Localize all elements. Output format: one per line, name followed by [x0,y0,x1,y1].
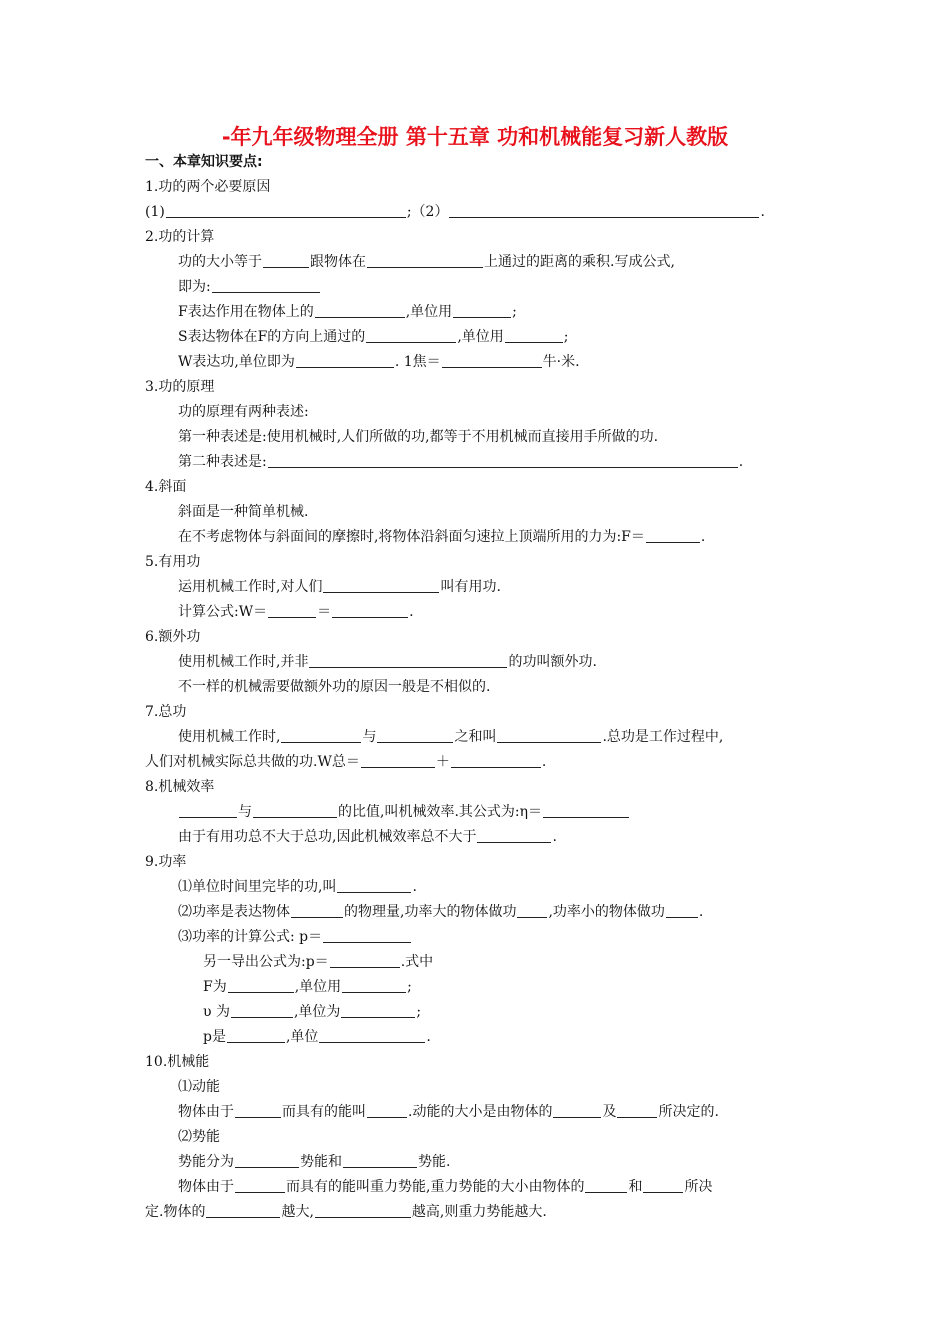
line-text: 在不考虑物体与斜面间的摩擦时,将物体沿斜面匀速拉上顶端所用的力为:F＝ [178,529,645,545]
fill-in-blank[interactable] [341,1003,415,1018]
text-line [178,903,703,921]
text-line [178,603,414,621]
fill-in-blank[interactable] [477,828,551,843]
line-text: 叫有用功. [440,579,501,595]
fill-in-blank[interactable] [517,903,547,918]
text-line [145,228,214,246]
line-text: 第二种表述是: [178,454,267,470]
line-text: ⑶功率的计算公式: p＝ [178,929,323,945]
line-text: ; [512,304,517,320]
text-line [178,353,580,371]
line-text: 所决定的. [658,1104,719,1120]
fill-in-blank[interactable] [553,1103,601,1118]
line-text: ,单位用 [294,979,342,995]
fill-in-blank[interactable] [315,1203,411,1218]
fill-in-blank[interactable] [263,253,309,268]
line-text: 2.功的计算 [145,229,215,245]
line-text: 物体由于 [178,1104,234,1120]
line-text: 人们对机械实际总共做的功.W总＝ [145,754,360,770]
text-line [178,428,658,446]
fill-in-blank[interactable] [666,903,698,918]
text-line [145,703,186,721]
line-text: ⑵功率是表达物体 [178,904,290,920]
fill-in-blank[interactable] [361,753,435,768]
line-text: . [412,879,417,895]
fill-in-blank[interactable] [319,1028,425,1043]
line-text: ; [563,329,569,345]
fill-in-blank[interactable] [179,803,237,818]
text-line [178,928,412,946]
line-text: 的物理量,功率大的物体做功 [344,904,517,920]
text-line [145,1203,547,1221]
line-text: ⑴动能 [178,1079,220,1095]
text-line [178,328,568,346]
line-text: 的功叫额外功. [508,654,597,670]
line-text: 4.斜面 [145,479,187,495]
line-text: 使用机械工作时, [178,729,281,745]
fill-in-blank[interactable] [281,728,361,743]
fill-in-blank[interactable] [323,578,439,593]
line-text: ＝ [317,604,332,620]
fill-in-blank[interactable] [337,878,411,893]
line-text: W表达功,单位即为 [178,354,295,370]
text-line [178,653,597,671]
text-line [178,1078,220,1096]
fill-in-blank[interactable] [442,353,542,368]
line-text: . 1焦＝ [394,354,441,370]
line-text: ,单位 [285,1029,319,1045]
line-text: 牛·米. [542,354,580,370]
text-line [203,1028,431,1046]
text-line [145,178,270,196]
line-text: 3.功的原理 [145,379,215,395]
line-text: 与 [362,729,377,745]
fill-in-blank[interactable] [332,603,408,618]
fill-in-blank[interactable] [235,1153,299,1168]
line-text: ＋ [435,754,450,770]
text-line [178,403,309,421]
line-text: 功的原理有两种表述: [178,404,309,420]
fill-in-blank[interactable] [367,253,483,268]
line-text: 跟物体在 [310,254,366,270]
text-line [145,203,765,221]
line-text: ,单位用 [405,304,453,320]
line-text: .总功是工作过程中, [602,729,724,745]
line-text: 势能. [418,1154,451,1170]
text-line [178,1153,450,1171]
section-heading: 一、本章知识要点: [145,154,263,170]
line-text: 功的大小等于 [178,254,262,270]
line-text: υ 为 [203,1004,230,1020]
line-text: . [700,529,706,545]
fill-in-blank[interactable] [377,728,453,743]
line-text: ⑵势能 [178,1129,220,1145]
line-text: S表达物体在F的方向上通过的 [178,329,366,345]
line-text: F为 [203,979,227,995]
line-text: 由于有用功总不大于总功,因此机械效率总不大于 [178,829,477,845]
line-text: ; [416,1004,422,1020]
text-line [178,453,743,471]
line-text: 斜面是一种简单机械. [178,504,309,520]
text-line [145,753,546,771]
text-line [203,978,412,996]
fill-in-blank[interactable] [206,1203,280,1218]
text-line [145,853,186,871]
text-line [178,303,517,321]
fill-in-blank[interactable] [291,903,343,918]
fill-in-blank[interactable] [296,353,394,368]
text-line [145,1053,209,1071]
line-text: 1.功的两个必要原因 [145,179,271,195]
line-text: 10.机械能 [145,1054,210,1070]
fill-in-blank[interactable] [451,753,541,768]
fill-in-blank[interactable] [268,603,316,618]
text-line [178,1178,712,1196]
fill-in-blank[interactable] [253,803,337,818]
fill-in-blank[interactable] [505,328,563,343]
fill-in-blank[interactable] [342,978,406,993]
line-text: 第一种表述是:使用机械时,人们所做的功,都等于不用机械而直接用手所做的功. [178,429,659,445]
line-text: . [760,204,765,220]
line-text: 9.功率 [145,854,187,870]
fill-in-blank[interactable] [212,278,320,293]
text-line [178,678,490,696]
line-text: ,单位用 [457,329,504,345]
text-line [145,628,200,646]
line-text: ,单位为 [293,1004,341,1020]
fill-in-blank[interactable] [643,1178,683,1193]
fill-in-blank[interactable] [367,1103,407,1118]
line-text: p是 [203,1029,226,1045]
line-text: 越高,则重力势能越大. [411,1204,547,1220]
fill-in-blank[interactable] [330,953,400,968]
line-text: 不一样的机械需要做额外功的原因一般是不相似的. [178,679,491,695]
text-line [203,953,433,971]
line-text: 6.额外功 [145,629,201,645]
line-text: 而具有的能叫 [282,1104,366,1120]
line-text: .式中 [400,954,434,970]
line-text: 8.机械效率 [145,779,215,795]
line-text: 而具有的能叫重力势能,重力势能的大小由物体的 [286,1179,585,1195]
line-text: 的比值,叫机械效率.其公式为:η＝ [338,804,543,820]
text-line [178,578,501,596]
line-text: . [409,604,414,620]
text-line [178,1128,220,1146]
line-text: ,功率小的物体做功 [548,904,665,920]
fill-in-blank[interactable] [309,653,507,668]
fill-in-blank[interactable] [617,1103,657,1118]
line-text: . [738,454,744,470]
fill-in-blank[interactable] [585,1178,627,1193]
text-line [178,828,557,846]
line-text: 之和叫 [454,729,497,745]
text-line [178,253,675,271]
line-text: 及 [602,1104,617,1120]
line-text: F表达作用在物体上的 [178,304,314,320]
fill-in-blank[interactable] [227,1028,285,1043]
fill-in-blank[interactable] [231,1003,293,1018]
line-text: 使用机械工作时,并非 [178,654,309,670]
fill-in-blank[interactable] [343,1153,417,1168]
text-line [145,378,214,396]
line-text: 和 [628,1179,643,1195]
line-text: 上通过的距离的乘积.写成公式, [484,254,675,270]
line-text: 与 [238,804,252,820]
fill-in-blank[interactable] [497,728,601,743]
text-line [178,728,723,746]
fill-in-blank[interactable] [453,303,511,318]
line-text: 定.物体的 [145,1204,206,1220]
heading-useful-work: 5.有用功 [145,554,201,570]
fill-in-blank[interactable] [449,203,759,218]
line-text: ;（2） [406,204,449,220]
fill-in-blank[interactable] [268,453,738,468]
line-text: 所决 [684,1179,713,1195]
fill-in-blank[interactable] [228,978,294,993]
line-text: 势能和 [300,1154,342,1170]
fill-in-blank[interactable] [315,303,405,318]
line-text: (1) [145,204,165,220]
text-line [178,503,308,521]
fill-in-blank[interactable] [235,1178,285,1193]
line-text: . [541,754,547,770]
text-line [178,528,705,546]
line-text: . [698,904,704,920]
line-text: 运用机械工作时,对人们 [178,579,323,595]
fill-in-blank[interactable] [366,328,456,343]
fill-in-blank[interactable] [235,1103,281,1118]
fill-in-blank[interactable] [323,928,411,943]
page-title: -年九年级物理全册 第十五章 功和机械能复习新人教版 [221,125,729,149]
text-line [178,278,321,296]
line-text: . [426,1029,431,1045]
line-text: 计算公式:W＝ [178,604,268,620]
text-line [178,1103,719,1121]
line-text: ; [407,979,412,995]
fill-in-blank[interactable] [543,803,629,818]
line-text: 势能分为 [178,1154,234,1170]
line-text: .动能的大小是由物体的 [408,1104,553,1120]
text-line [145,778,214,796]
line-text: 7.总功 [145,704,187,720]
text-line [178,803,630,821]
text-line [145,478,186,496]
line-text: 物体由于 [178,1179,234,1195]
fill-in-blank[interactable] [166,203,406,218]
fill-in-blank[interactable] [646,528,700,543]
text-line [178,878,417,896]
line-text: . [552,829,557,845]
text-line [203,1003,421,1021]
line-text: 越大, [281,1204,314,1220]
line-text: ⑴单位时间里完毕的功,叫 [178,879,337,895]
line-text: 另一导出公式为:p＝ [203,954,329,970]
line-text: 即为: [178,279,211,295]
